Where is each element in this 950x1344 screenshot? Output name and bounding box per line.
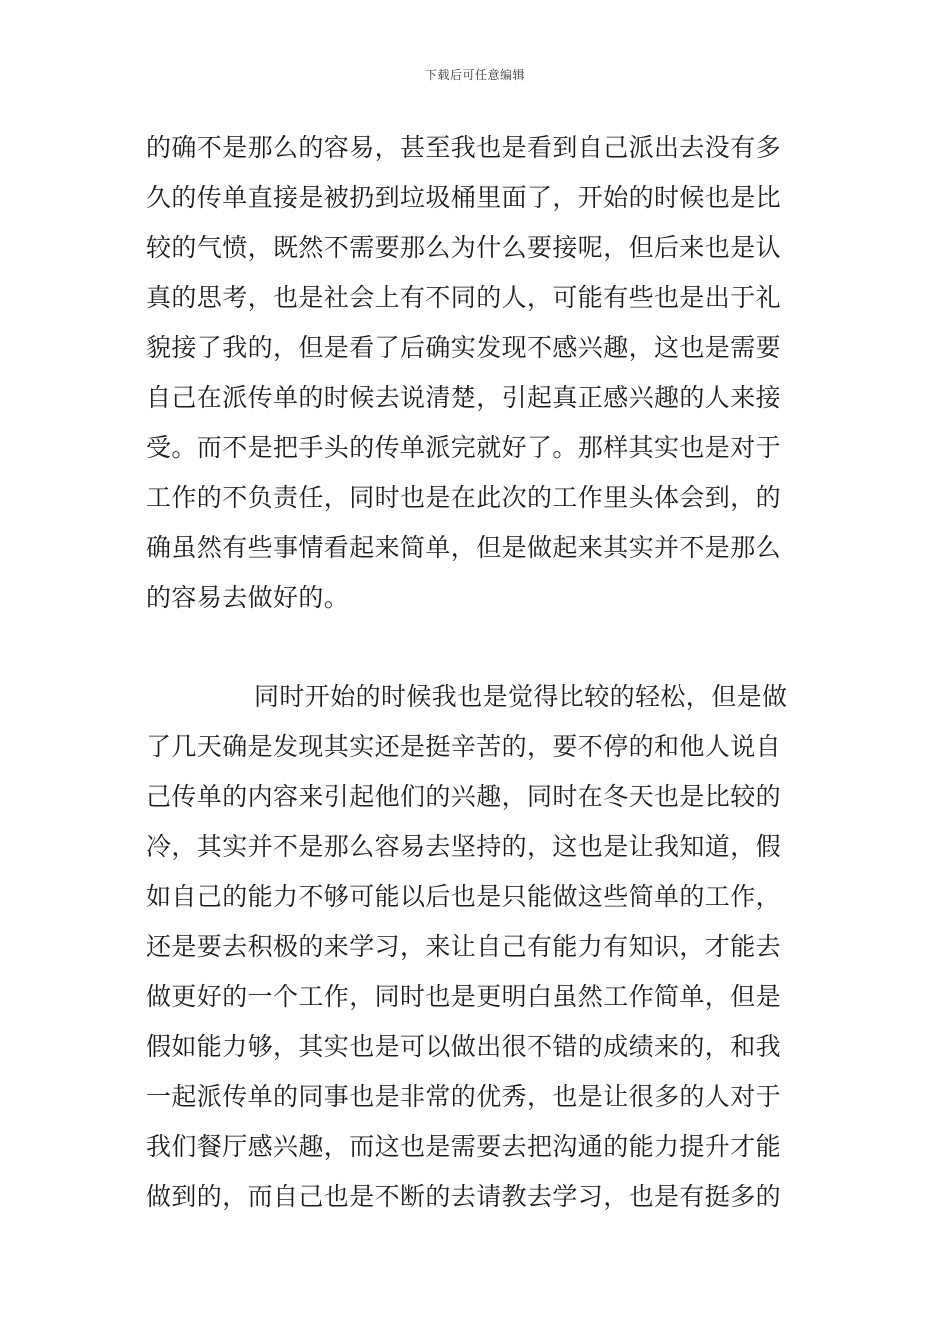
paragraph-2-line-5: 如自己的能力不够可能以后也是只能做这些简单的工作， bbox=[146, 882, 782, 911]
paragraph-2-line-10: 我们餐厅感兴趣，而这也是需要去把沟通的能力提升才能 bbox=[146, 1132, 782, 1161]
paragraph-1-line-1: 的确不是那么的容易，甚至我也是看到自己派出去没有多 bbox=[146, 133, 782, 162]
paragraph-2-line-9: 一起派传单的同事也是非常的优秀，也是让很多的人对于 bbox=[146, 1082, 782, 1111]
paragraph-2-line-4: 冷，其实并不是那么容易去坚持的，这也是让我知道，假 bbox=[146, 832, 782, 861]
paragraph-2-line-7: 做更好的一个工作，同时也是更明白虽然工作简单，但是 bbox=[146, 982, 782, 1011]
paragraph-2-line-2: 了几天确是发现其实还是挺辛苦的，要不停的和他人说自 bbox=[146, 732, 782, 761]
paragraph-2-line-11: 做到的，而自己也是不断的去请教去学习，也是有挺多的 bbox=[146, 1182, 782, 1211]
paragraph-1-line-9: 确虽然有些事情看起来简单，但是做起来其实并不是那么 bbox=[146, 533, 782, 562]
paragraph-1-line-7: 受。而不是把手头的传单派完就好了。那样其实也是对于 bbox=[146, 433, 782, 462]
paragraph-1-line-8: 工作的不负责任，同时也是在此次的工作里头体会到，的 bbox=[146, 483, 782, 512]
paragraph-1-line-10: 的容易去做好的。 bbox=[146, 583, 350, 612]
paragraph-1-line-6: 自己在派传单的时候去说清楚，引起真正感兴趣的人来接 bbox=[146, 383, 782, 412]
page-header: 下载后可任意编辑 bbox=[424, 68, 525, 82]
paragraph-1-line-2: 久的传单直接是被扔到垃圾桶里面了，开始的时候也是比 bbox=[146, 183, 782, 212]
paragraph-1-line-5: 貌接了我的，但是看了后确实发现不感兴趣，这也是需要 bbox=[146, 333, 782, 362]
paragraph-2-line-3: 己传单的内容来引起他们的兴趣，同时在冬天也是比较的 bbox=[146, 782, 782, 811]
paragraph-1-line-4: 真的思考，也是社会上有不同的人，可能有些也是出于礼 bbox=[146, 283, 782, 312]
paragraph-1-line-3: 较的气愤，既然不需要那么为什么要接呢，但后来也是认 bbox=[146, 233, 782, 262]
paragraph-2-line-8: 假如能力够，其实也是可以做出很不错的成绩来的，和我 bbox=[146, 1032, 782, 1061]
paragraph-2-line-1: 同时开始的时候我也是觉得比较的轻松，但是做 bbox=[254, 682, 788, 711]
paragraph-2-line-6: 还是要去积极的来学习，来让自己有能力有知识，才能去 bbox=[146, 932, 782, 961]
